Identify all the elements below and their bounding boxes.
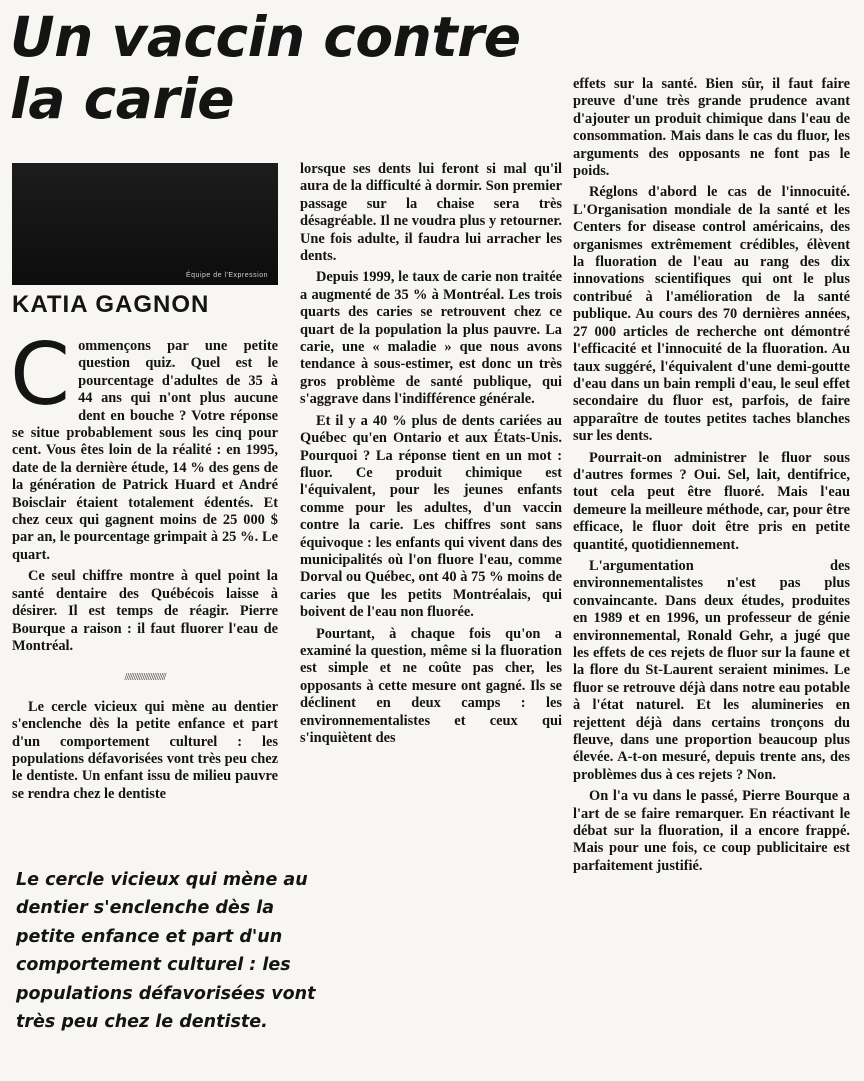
section-separator: /////////////////////// — [124, 672, 166, 684]
paragraph: Ce seul chiffre montre à quel point la santé dentaire des Québécois laisse à désirer. Il est temps de réagir. Pierre Bourque a raison : il faut fluorer l'eau de Montréal. — [12, 568, 278, 654]
column-right — [573, 76, 850, 879]
author-photo — [12, 163, 278, 285]
byline: KATIA GAGNON — [12, 291, 210, 318]
paragraph: Pourtant, à chaque fois qu'on a examiné la question, même si la fluoration est simple et ne coûte pas cher, les opposants à cette mesure ont gagné. Ils se déclinent en deux camps : les environnementalistes et ceux qui s'inquiètent des — [300, 625, 562, 746]
column-middle — [300, 161, 562, 751]
photo-credit: Équipe de l'Expression — [186, 272, 268, 279]
paragraph: On l'a vu dans le passé, Pierre Bourque a l'art de se faire remarquer. En réactivant le débat sur la fluoration, il a encore frappé. Mais pour une fois, ce coup publicitaire est parfaitement justifié. — [573, 788, 850, 874]
paragraph: effets sur la santé. Bien sûr, il faut faire preuve d'une très grande prudence avant d'ajouter un produit chimique dans l'eau de consommation. Mais dans le cas du fluor, les arguments des opposants ne font pas le poids. — [573, 76, 850, 180]
paragraph: Réglons d'abord le cas de l'innocuité. L'Organisation mondiale de la santé et les Centers for disease control américains, des organismes extrêmement crédibles, élèvent la fluoration de l'eau au rang des dix innovations scientifiques qui ont le plus contribué à l'amélioration de la santé publique. Au cours des 70 dernières années, 27 000 articles de recherche ont démontré l'efficacité et l'innocuité de la fluoration. Au taux suggéré, l'équivalent d'une demi-goutte d'eau dans un bain rempli d'eau, le seul effet secondaire du fluor est, parfois, de faire apparaître de toutes petites taches blanches sur les dents. — [573, 184, 850, 445]
paragraph: L'argumentation des environnementalistes n'est pas plus convaincante. Dans deux études, produites en 1989 et en 1996, un professeur de génie environnemental, Ronald Gehr, a jugé que les effets de ces rejets de fluor sur la faune et la flore du St-Laurent seraient minimes. Le fluor se retrouve déjà dans notre eau potable à l'état naturel. Et les alumineries en rejettent déjà dans certains tronçons du fleuve, dans une proportion beaucoup plus élevée. A-t-on mesuré, depuis trente ans, des problèmes dus à ces rejets ? Non. — [573, 557, 850, 783]
paragraph: Le cercle vicieux qui mène au dentier s'enclenche dès la petite enfance et part d'un comportement culturel : les populations défavorisées vont très peu chez le dentiste. Un enfant issu de milieu pauvre se rendra chez le dentiste — [12, 698, 278, 802]
paragraph: Depuis 1999, le taux de carie non traitée a augmenté de 35 % à Montréal. Les trois quarts des caries se retrouvent chez ce quart de la population la plus pauvre. La carie, une « maladie » que nous avons tendance à sous-estimer, est donc un très gros problème de santé publique, qui s'aggrave dans l'indifférence générale. — [300, 269, 562, 408]
column-left — [10, 325, 278, 807]
paragraph: Et il y a 40 % plus de dents cariées au Québec qu'en Ontario et aux États-Unis. Pourquoi ? La réponse tient en un mot : fluor. Ce produit chimique est l'équivalent, pour les jeunes enfants comme pour les adultes, d'un vaccin contre la carie. Les chiffres sont sans équivoque : les enfants qui vivent dans des municipalités où l'on fluore l'eau, comme Dorval ou Québec, ont 40 à 75 % moins de caries que les petits Montréalais, qui boivent de l'eau non fluorée. — [300, 412, 562, 621]
paragraph — [10, 325, 278, 564]
paragraph-text: ommençons par une petite question quiz. Quel est le pourcentage d'adultes de 35 à 44 ans qui n'ont plus aucune dent en bouche ? Votre réponse se situe probablement sous les cinq pour cent. Vous êtes loin de la réalité : en 1995, date de la dernière étude, 14 % des gens de la génération de Patrick Huard et André Boisclair étaient totalement édentés. Et chez ceux qui gagnent moins de 25 000 $ par an, le pourcentage grimpait à 25 %. Le quart. — [12, 338, 278, 563]
paragraph: Pourrait-on administrer le fluor sous d'autres formes ? Oui. Sel, lait, dentifrice, tout cela peut être fluoré. Mais l'eau demeure la meilleure méthode, car, pour être efficace, le fluor doit être pris en petite quantité, quotidiennement. — [573, 449, 850, 553]
article-headline: Un vaccin contre la carie — [10, 5, 521, 131]
drop-cap: C — [10, 325, 71, 425]
paragraph: lorsque ses dents lui feront si mal qu'il aura de la difficulté à dormir. Son premier passage sur la chaise sera très désagréable. Il ne voudra plus y retourner. Une fois adulte, il faudra lui arracher les dents. — [300, 161, 562, 265]
pull-quote: Le cercle vicieux qui mène au dentier s'enclenche dès la petite enfance et part d'un comportement culturel : les populations défavorisées vont très peu chez le dentiste. — [16, 870, 316, 1033]
